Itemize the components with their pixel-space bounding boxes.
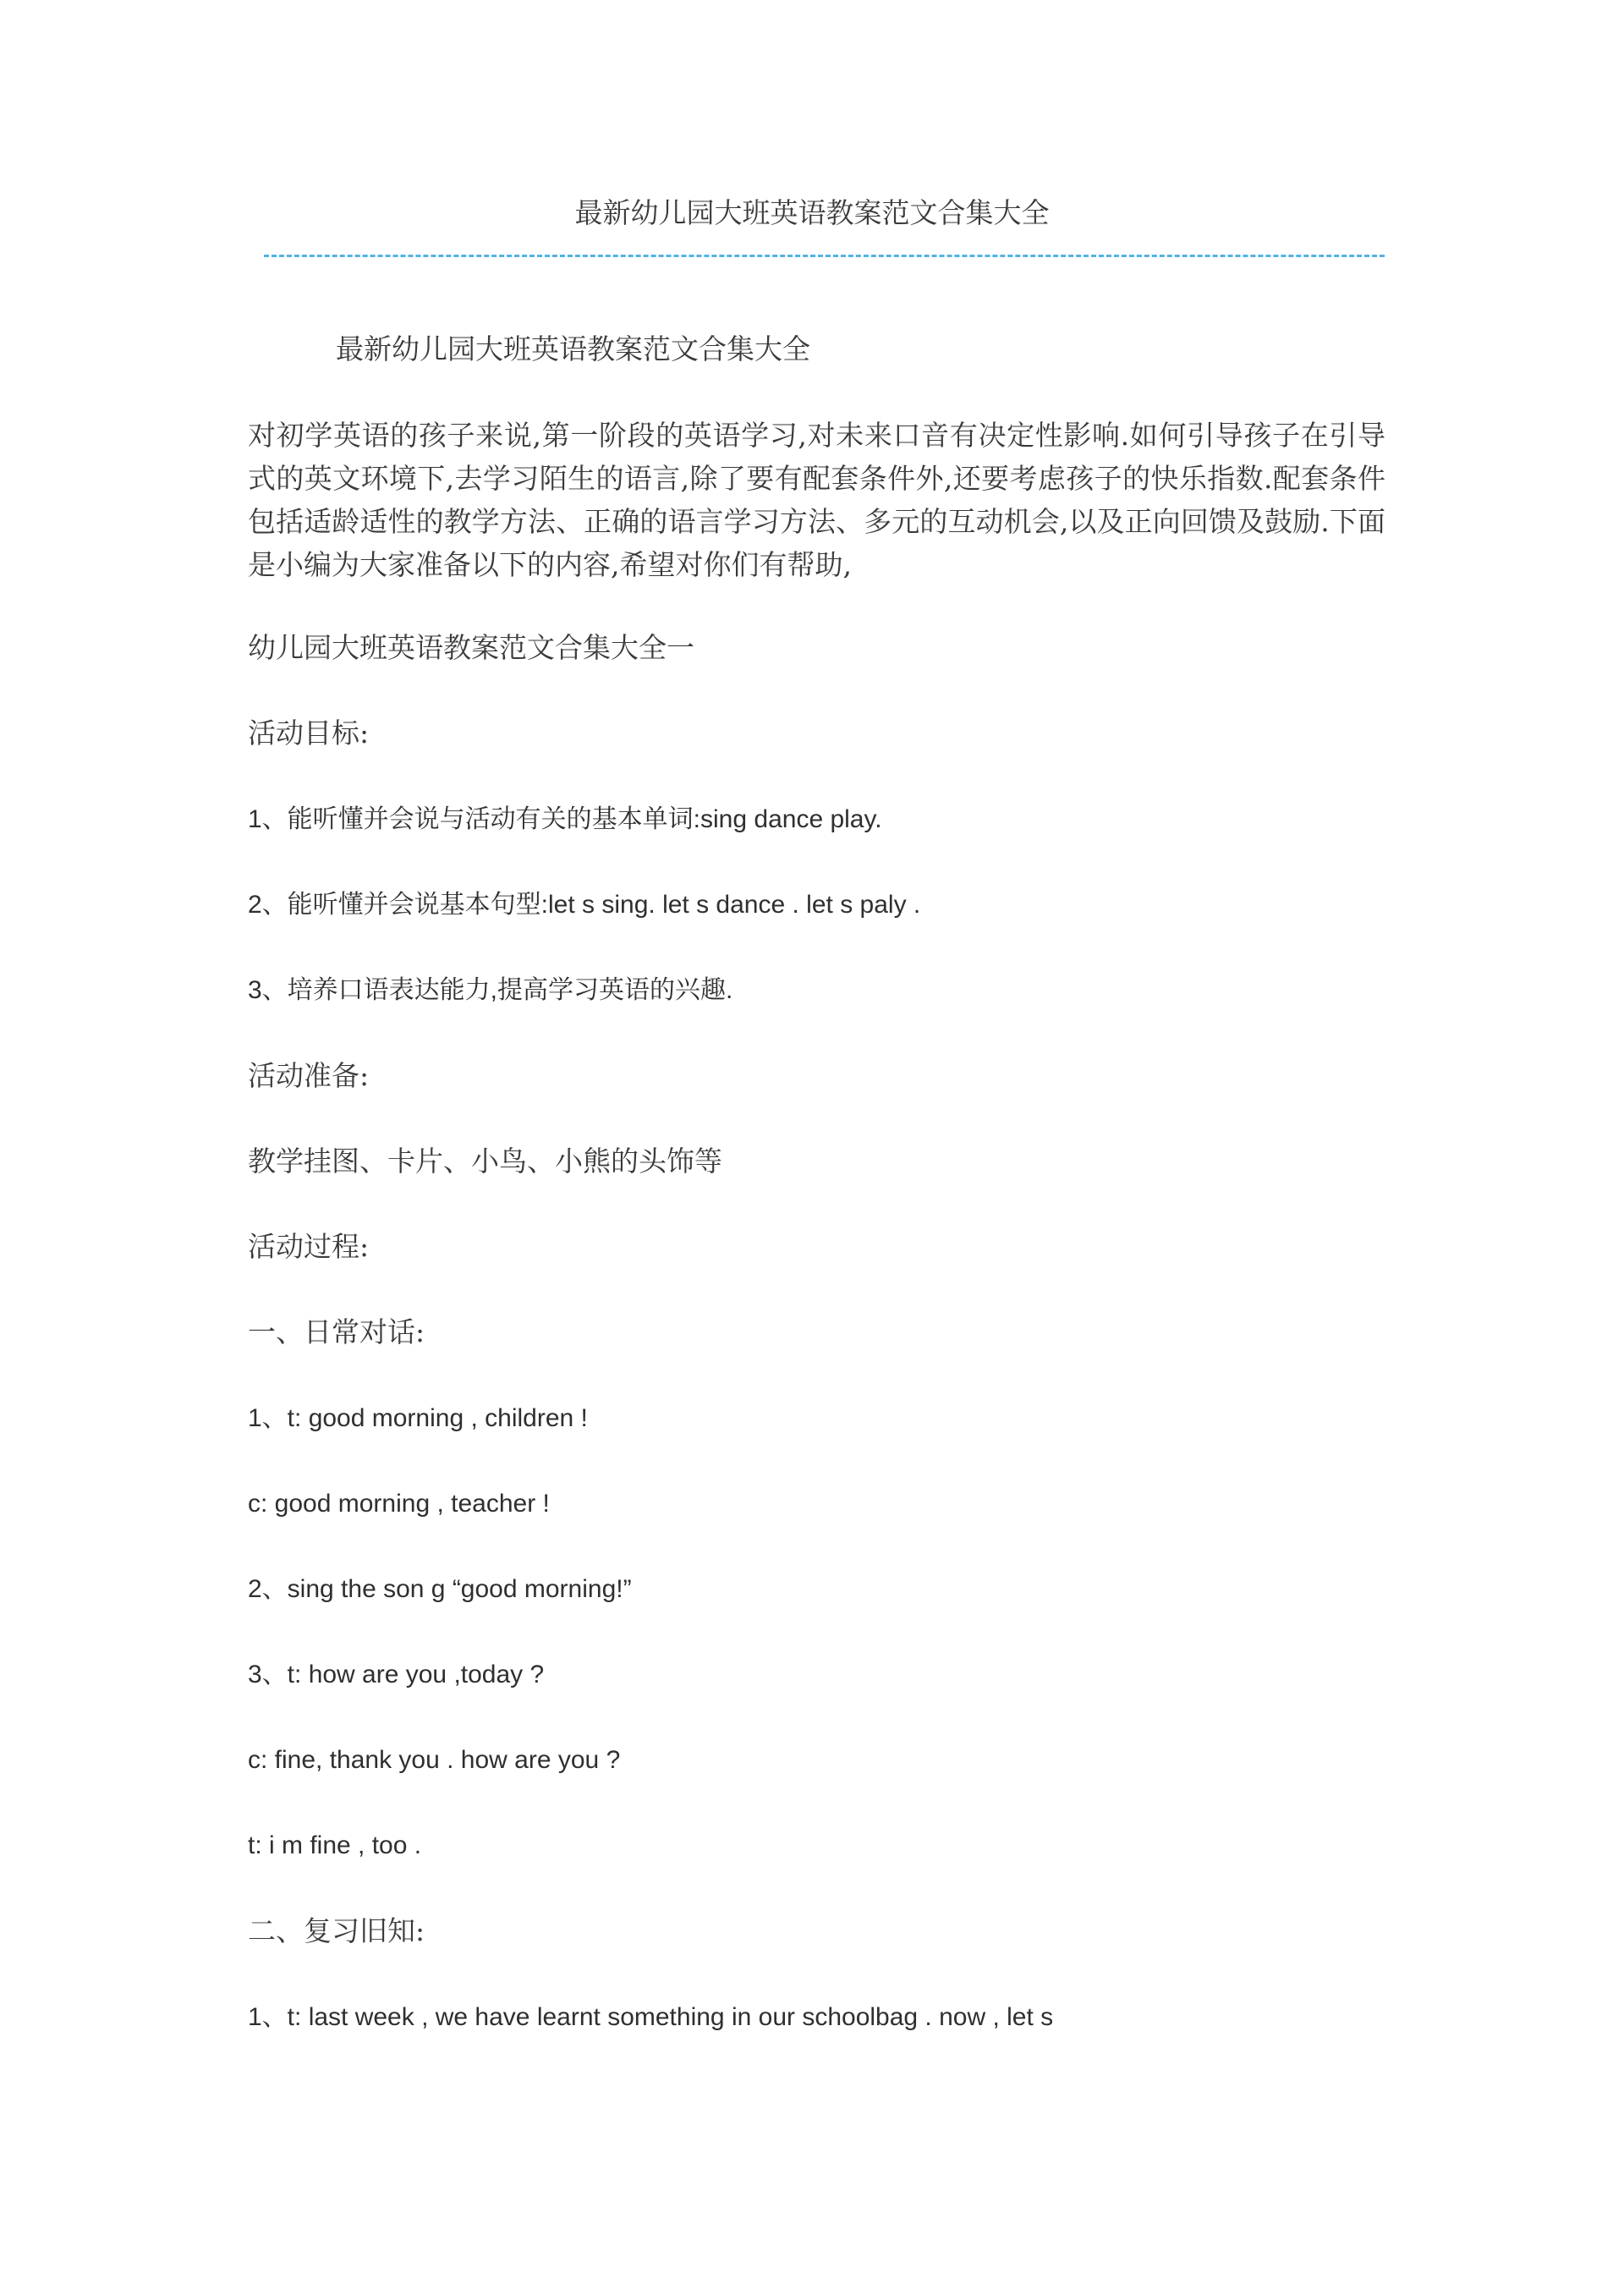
dialogue-line-3: 2、sing the son g “good morning!” [248,1575,632,1603]
title-dashed-divider [264,255,1385,257]
section-heading: 幼儿园大班英语教案范文合集大全一 [248,631,694,664]
dialogue-line-2: c: good morning , teacher ! [248,1490,550,1518]
part2-heading: 二、复习旧知: [248,1914,425,1947]
prep-label: 活动准备: [248,1059,370,1092]
dialogue-line-5: c: fine, thank you . how are you ? [248,1746,621,1774]
goal-item-1: 1、能听懂并会说与活动有关的基本单词:sing dance play. [248,805,882,833]
goal-item-2: 2、能听懂并会说基本句型:let s sing. let s dance . let s paly . [248,891,921,919]
dialogue-line-1: 1、t: good morning , children ! [248,1404,588,1432]
dialogue-line-6: t: i m fine , too . [248,1831,422,1859]
review-line-1: 1、t: last week , we have learnt something in our schoolbag . now , let s [248,2003,1054,2031]
prep-text: 教学挂图、卡片、小鸟、小熊的头饰等 [248,1145,722,1178]
document-header-title: 最新幼儿园大班英语教案范文合集大全 [574,196,1050,229]
goal-item-3: 3、培养口语表达能力,提高学习英语的兴趣. [248,976,733,1004]
part1-heading: 一、日常对话: [248,1315,425,1348]
goals-label: 活动目标: [248,717,370,749]
intro-paragraph: 对初学英语的孩子来说,第一阶段的英语学习,对未来口音有决定性影响.如何引导孩子在引导式的英文环境下,去学习陌生的语言,除了要有配套条件外,还要考虑孩子的快乐指数.配套条件包括适龄适性的教学方法、正确的语言学习方法、多元的互动机会,以及正向回馈及鼓励.下面是小编为大家准备以下的内容,希望对你们有帮助, [248,419,1385,581]
process-label: 活动过程: [248,1230,370,1263]
document-subtitle: 最新幼儿园大班英语教案范文合集大全 [336,332,810,365]
dialogue-line-4: 3、t: how are you ,today ? [248,1661,545,1688]
